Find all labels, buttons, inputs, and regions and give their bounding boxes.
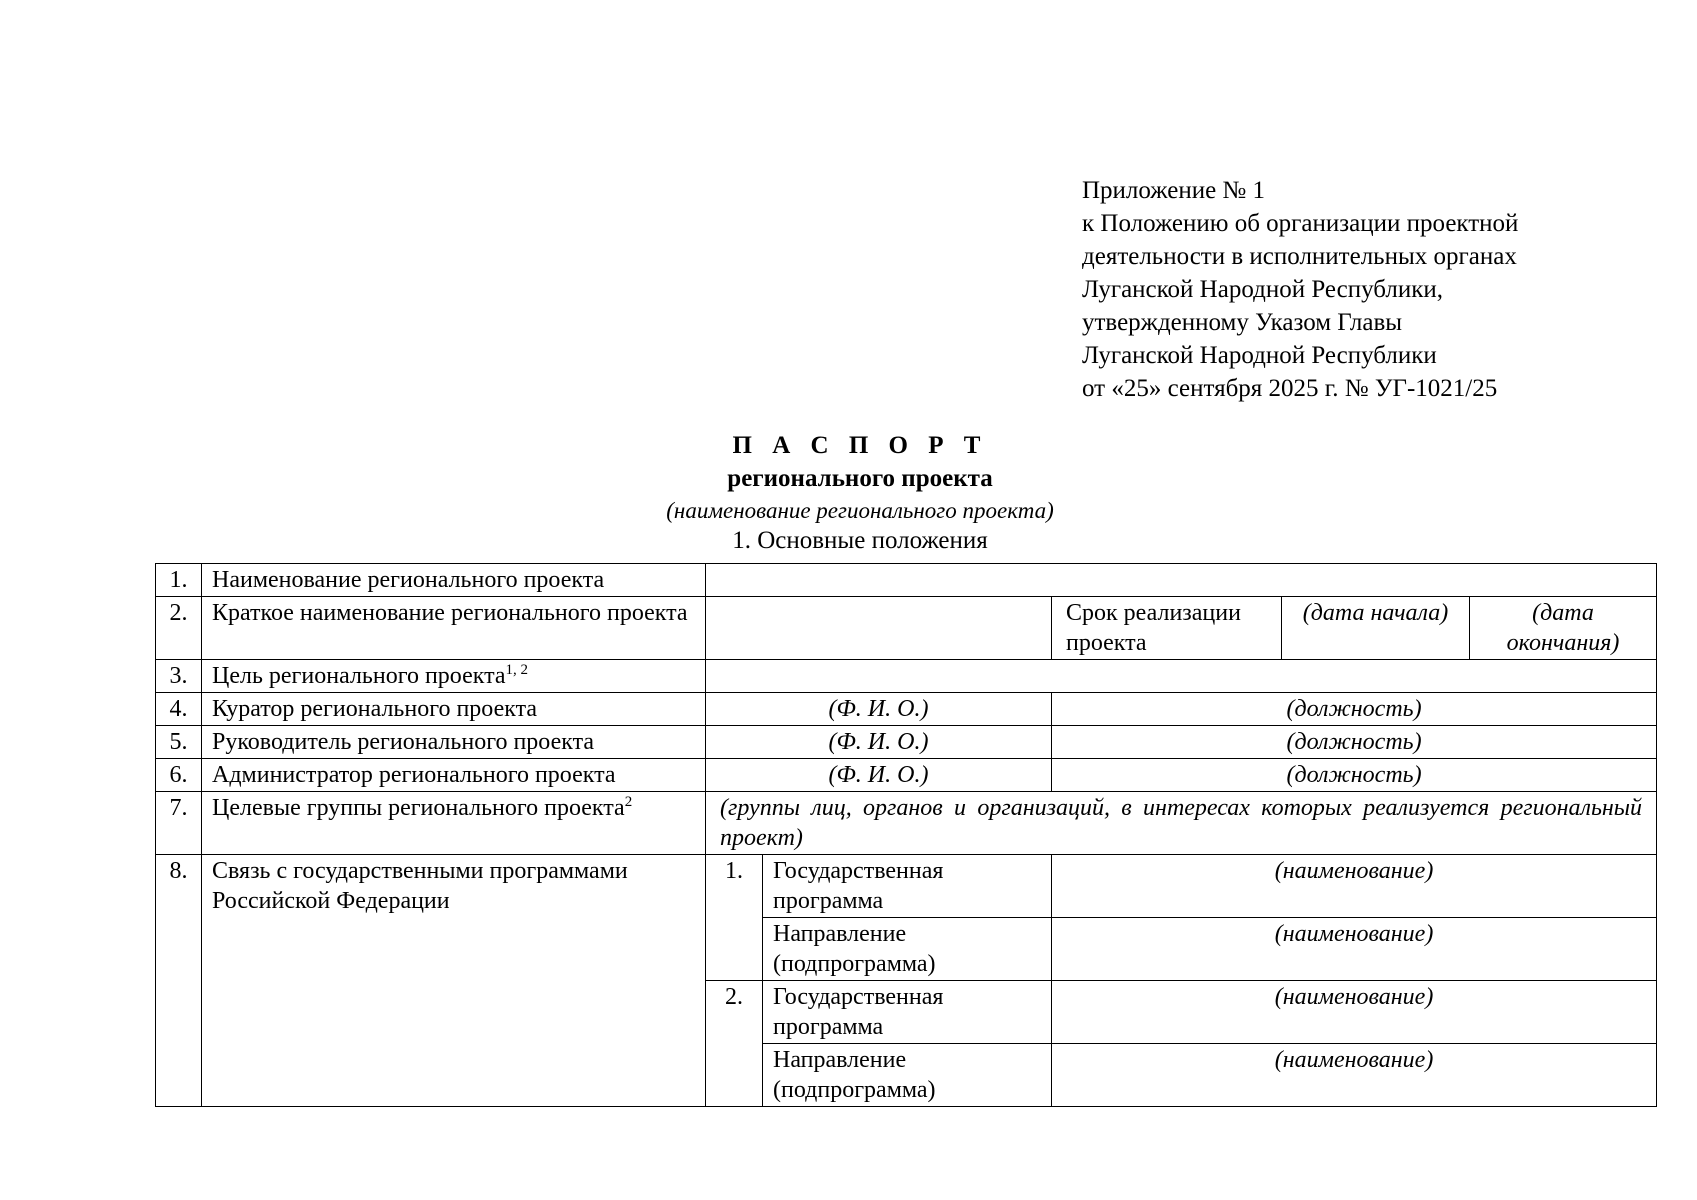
row-number: 5.: [156, 726, 202, 759]
row-value-cell[interactable]: [706, 597, 1052, 660]
appendix-line: к Положению об организации проектной: [1082, 210, 1519, 237]
row-label: Администратор регионального проекта: [202, 759, 706, 792]
fio-placeholder: (Ф. И. О.): [706, 693, 1052, 726]
appendix-line: Луганской Народной Республики: [1082, 342, 1437, 369]
document-title: П А С П О Р Т: [732, 432, 988, 459]
row-number: 2.: [156, 597, 202, 660]
row-number: 3.: [156, 660, 202, 693]
row-label: Целевые группы регионального проекта: [212, 795, 625, 821]
direction-label: Направление (подпрограмма): [763, 918, 1052, 981]
passport-table: [155, 563, 1657, 1107]
row-label: Куратор регионального проекта: [202, 693, 706, 726]
target-groups-placeholder: (группы лиц, органов и организаций, в интересах которых реализуется региональный проект): [706, 792, 1657, 855]
start-date-placeholder: (дата начала): [1282, 597, 1470, 660]
row-value-cell[interactable]: [706, 660, 1657, 693]
appendix-line: от «25» сентября 2025 г. № УГ-1021/25: [1082, 375, 1498, 402]
table-row: [156, 855, 1657, 918]
appendix-line: Приложение № 1: [1082, 177, 1266, 204]
footnote-ref: 1, 2: [505, 662, 529, 678]
position-placeholder: (должность): [1052, 759, 1657, 792]
row-label: Цель регионального проекта: [212, 663, 506, 689]
table-row: [156, 597, 1657, 660]
program-label: Государственная программа: [763, 855, 1052, 918]
direction-name-placeholder: (наименование): [1052, 1044, 1657, 1107]
table-row: [156, 759, 1657, 792]
document-subtitle: регионального проекта: [727, 465, 993, 492]
row-label: Связь с государственными программами Российской Федерации: [202, 855, 706, 1107]
position-placeholder: (должность): [1052, 726, 1657, 759]
table-row: [156, 693, 1657, 726]
table-row: [156, 792, 1657, 855]
row-label-cell: [202, 660, 706, 693]
table-row: [156, 726, 1657, 759]
row-label-cell: [202, 792, 706, 855]
row-label: Руководитель регионального проекта: [202, 726, 706, 759]
fio-placeholder: (Ф. И. О.): [706, 759, 1052, 792]
position-placeholder: (должность): [1052, 693, 1657, 726]
program-number: 1.: [706, 855, 763, 981]
row-number: 8.: [156, 855, 202, 1107]
section-heading: 1. Основные положения: [732, 527, 988, 554]
direction-label: Направление (подпрограмма): [763, 1044, 1052, 1107]
row-number: 6.: [156, 759, 202, 792]
row-label: Краткое наименование регионального проекта: [202, 597, 706, 660]
appendix-line: утвержденному Указом Главы: [1082, 309, 1403, 336]
appendix-block: [1082, 174, 1518, 405]
table-row: [156, 660, 1657, 693]
program-label: Государственная программа: [763, 981, 1052, 1044]
program-number: 2.: [706, 981, 763, 1107]
fio-placeholder: (Ф. И. О.): [706, 726, 1052, 759]
program-name-placeholder: (наименование): [1052, 981, 1657, 1044]
row-number: 1.: [156, 564, 202, 597]
program-name-placeholder: (наименование): [1052, 855, 1657, 918]
table-row: [156, 564, 1657, 597]
row-number: 7.: [156, 792, 202, 855]
row-label: Наименование регионального проекта: [202, 564, 706, 597]
row-value-cell[interactable]: [706, 564, 1657, 597]
appendix-line: деятельности в исполнительных органах: [1082, 243, 1517, 270]
appendix-line: Луганской Народной Республики,: [1082, 276, 1443, 303]
project-name-placeholder: (наименование регионального проекта): [666, 498, 1054, 523]
footnote-ref: 2: [624, 794, 633, 810]
row-number: 4.: [156, 693, 202, 726]
end-date-placeholder: (дата окончания): [1470, 597, 1657, 660]
direction-name-placeholder: (наименование): [1052, 918, 1657, 981]
term-label: Срок реализации проекта: [1052, 597, 1282, 660]
